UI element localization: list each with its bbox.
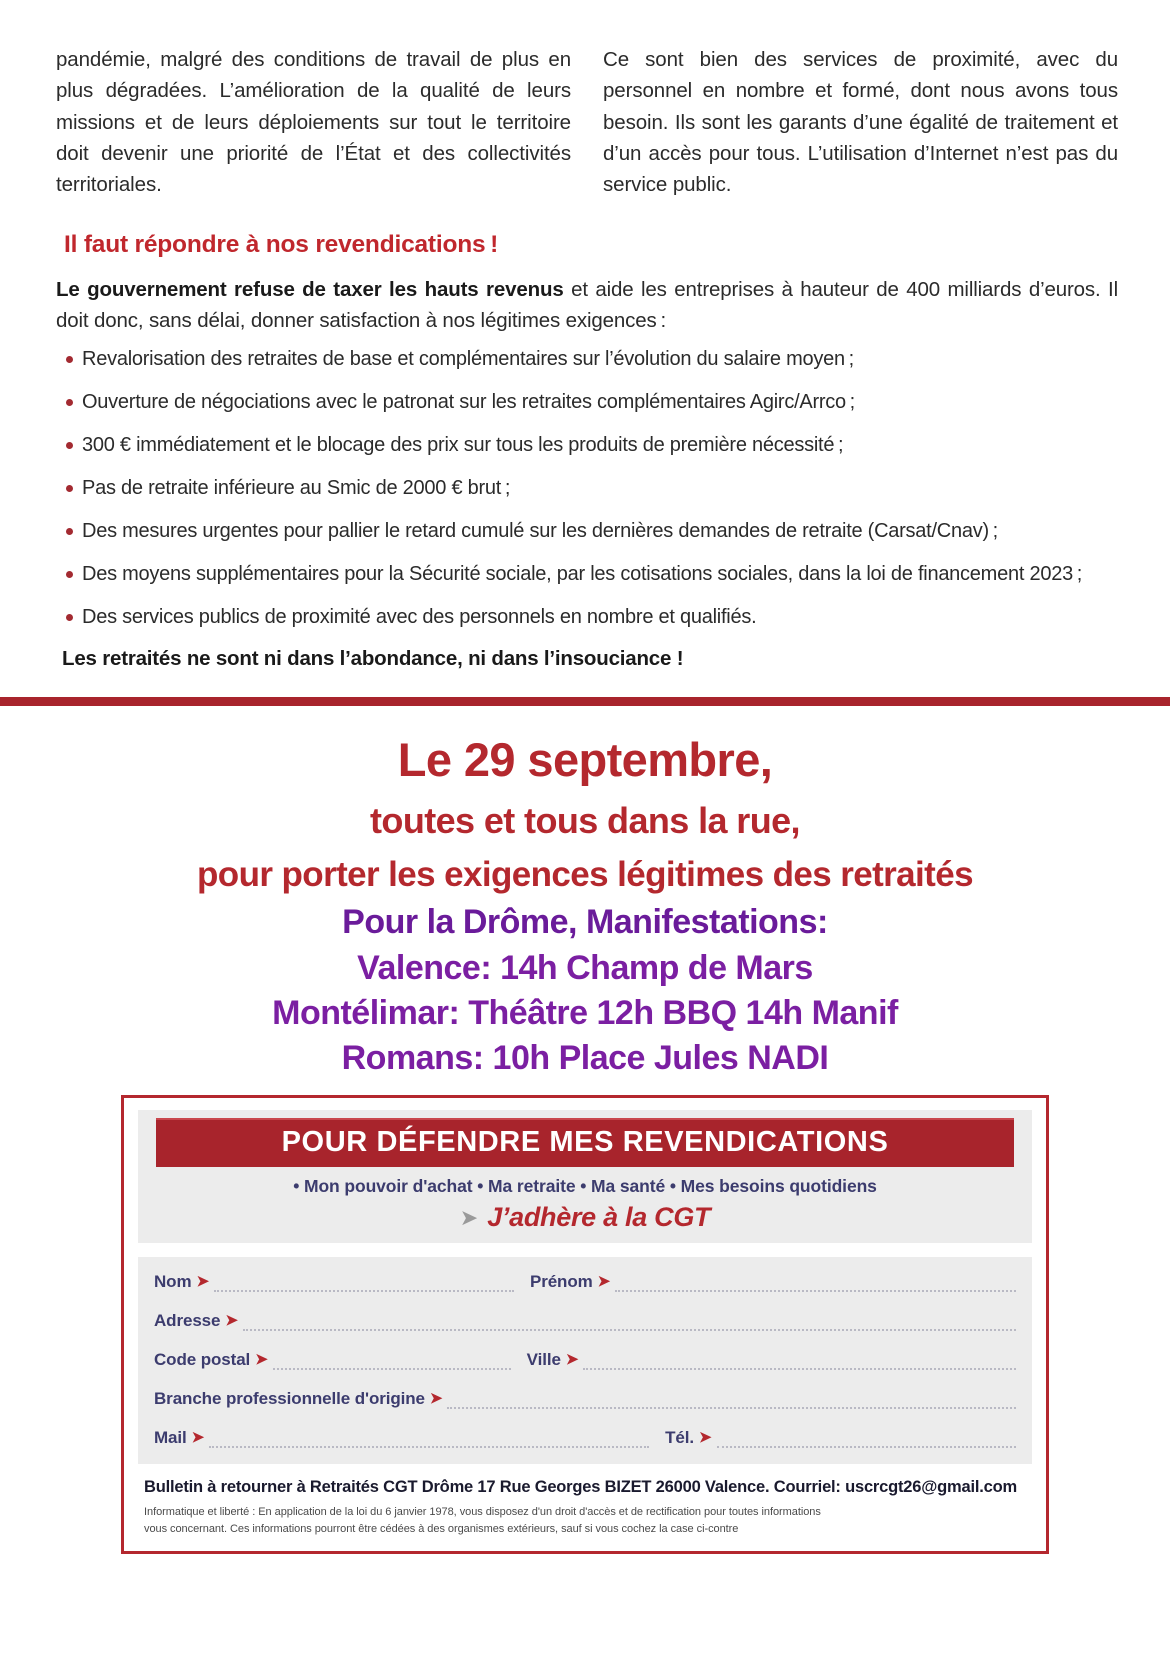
nom-input[interactable] bbox=[214, 1277, 514, 1292]
adhere-row bbox=[148, 1202, 1022, 1233]
adhere-label: J’adhère à la CGT bbox=[487, 1202, 711, 1233]
article-section bbox=[0, 0, 1170, 671]
ville-label: Ville bbox=[526, 1350, 561, 1370]
code-postal-input[interactable] bbox=[273, 1355, 511, 1370]
ville-input[interactable] bbox=[583, 1355, 1016, 1370]
right-paragraph: Ce sont bien des services de proximité, avec du personnel en nombre et formé, dont nous avons tous besoin. Ils sont les garants d’une égalité de traitement et d’un accès pour tous. L’utilisation d’Internet n’est pas du service public. bbox=[603, 48, 1118, 197]
arrow-right-icon: ➤ bbox=[196, 1273, 209, 1291]
demands-closing-statement: Les retraités ne sont ni dans l’abondance, ni dans l’insouciance ! bbox=[62, 647, 684, 671]
arrow-right-icon: ➤ bbox=[699, 1429, 712, 1447]
arrow-right-icon: ➤ bbox=[225, 1312, 238, 1330]
adresse-label: Adresse bbox=[154, 1311, 221, 1331]
legal-line-1: Informatique et liberté : En application de la loi du 6 janvier 1978, vous disposez d'un droit d'accès et de rectification pour toutes informations bbox=[144, 1506, 821, 1519]
mail-input[interactable] bbox=[209, 1433, 649, 1448]
prenom-input[interactable] bbox=[615, 1277, 1016, 1292]
right-column bbox=[603, 44, 1118, 201]
legal-notice bbox=[144, 1504, 1032, 1537]
field-row-nom-prenom bbox=[154, 1271, 1016, 1292]
prenom-label: Prénom bbox=[529, 1272, 593, 1292]
demand-item: 300 € immédiatement et le blocage des prix sur tous les produits de première nécessité ; bbox=[62, 432, 1118, 459]
left-paragraph: pandémie, malgré des conditions de travail de plus en plus dégradées. L’amélioration de la qualité de leurs missions et de leurs déploiements sur tout le territoire doit devenir une priorité de l’État et des collectivités territoriales. bbox=[56, 48, 571, 197]
branche-label: Branche professionnelle d'origine bbox=[154, 1389, 425, 1409]
form-subtitle: • Mon pouvoir d'achat • Ma retraite • Ma santé • Mes besoins quotidiens bbox=[293, 1176, 877, 1197]
demand-item: Revalorisation des retraites de base et complémentaires sur l’évolution du salaire moyen ; bbox=[62, 346, 1118, 373]
manifestation-valence: Valence: 14h Champ de Mars bbox=[357, 948, 813, 987]
demand-item: Pas de retraite inférieure au Smic de 2000 € brut ; bbox=[62, 475, 1118, 502]
code-postal-label: Code postal bbox=[154, 1350, 251, 1370]
field-row-mail-tel bbox=[154, 1427, 1016, 1448]
demand-item: Des services publics de proximité avec des personnels en nombre et qualifiés. bbox=[62, 604, 1118, 631]
field-row-branche bbox=[154, 1388, 1016, 1409]
nom-label: Nom bbox=[154, 1272, 192, 1292]
two-column-text bbox=[56, 44, 1118, 201]
arrow-right-icon: ➤ bbox=[459, 1204, 479, 1230]
cta-subline: toutes et tous dans la rue, bbox=[370, 799, 800, 841]
manifestation-romans: Romans: 10h Place Jules NADI bbox=[341, 1039, 829, 1078]
manifestation-montelimar: Montélimar: Théâtre 12h BBQ 14h Manif bbox=[272, 993, 898, 1032]
arrow-right-icon: ➤ bbox=[597, 1273, 611, 1291]
demands-heading: Il faut répondre à nos revendications ! bbox=[64, 230, 499, 258]
adresse-input[interactable] bbox=[243, 1316, 1016, 1331]
cta-date-line: Le 29 septembre, bbox=[397, 733, 773, 787]
manifestations-title: Pour la Drôme, Manifestations: bbox=[342, 903, 828, 942]
section-divider bbox=[0, 697, 1170, 706]
branche-input[interactable] bbox=[447, 1394, 1016, 1409]
cta-purpose-line: pour porter les exigences légitimes des retraités bbox=[197, 855, 973, 895]
arrow-right-icon: ➤ bbox=[565, 1351, 579, 1369]
demands-lead-rest: et aide les entreprises à hauteur de 400 milliards d’euros. Il doit donc, sans délai, donner satisfaction à nos légitimes exigences : bbox=[56, 277, 1118, 332]
return-instructions: Bulletin à retourner à Retraités CGT Drôme 17 Rue Georges BIZET 26000 Valence. Courriel: uscrcgt26@gmail.com bbox=[144, 1478, 1017, 1497]
tel-label: Tél. bbox=[665, 1428, 695, 1448]
mail-label: Mail bbox=[154, 1428, 187, 1448]
demands-lead-bold: Le gouvernement refuse de taxer les hauts revenus bbox=[56, 277, 564, 301]
form-banner-title: POUR DÉFENDRE MES REVENDICATIONS bbox=[156, 1118, 1014, 1167]
demand-item: Des mesures urgentes pour pallier le retard cumulé sur les dernières demandes de retraite (Carsat/Cnav) ; bbox=[62, 518, 1118, 545]
form-fields-box bbox=[138, 1257, 1032, 1464]
form-header-box bbox=[138, 1110, 1032, 1243]
legal-line-2: vous concernant. Ces informations pourront être cédées à des organismes extérieurs, sauf si vous cochez la case ci-contre bbox=[144, 1522, 739, 1535]
left-column bbox=[56, 44, 571, 201]
demands-list bbox=[56, 346, 1118, 631]
call-to-action-section bbox=[0, 706, 1170, 1081]
field-row-adresse bbox=[154, 1310, 1016, 1331]
arrow-right-icon: ➤ bbox=[429, 1390, 443, 1408]
arrow-right-icon: ➤ bbox=[191, 1429, 205, 1447]
arrow-right-icon: ➤ bbox=[255, 1351, 268, 1369]
demand-item: Ouverture de négociations avec le patronat sur les retraites complémentaires Agirc/Arrco ; bbox=[62, 389, 1118, 416]
demands-lead-paragraph bbox=[56, 275, 1118, 337]
tel-input[interactable] bbox=[717, 1433, 1017, 1448]
demand-item: Des moyens supplémentaires pour la Sécurité sociale, par les cotisations sociales, dans la loi de financement 2023 ; bbox=[62, 561, 1118, 588]
field-row-codepostal-ville bbox=[154, 1349, 1016, 1370]
membership-form bbox=[121, 1095, 1049, 1554]
